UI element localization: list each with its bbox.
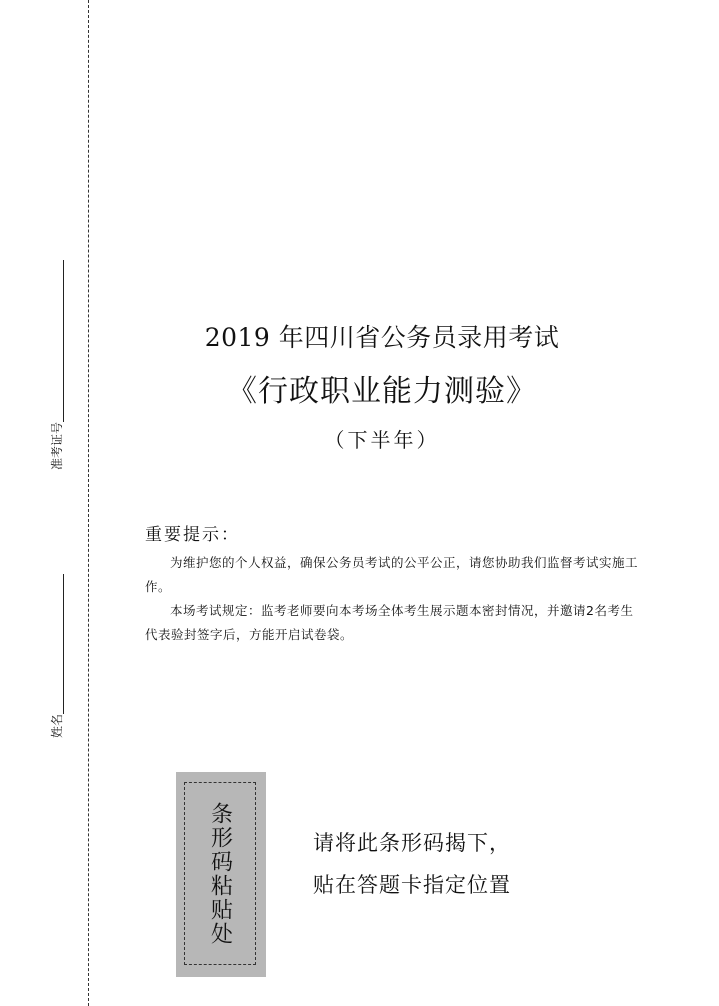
notice-paragraph: 为维护您的个人权益，确保公务员考试的公平公正，请您协助我们监督考试实施工作。	[145, 555, 639, 594]
barcode-instruction	[313, 822, 511, 906]
barcode-instruction-line: 贴在答题卡指定位置	[313, 873, 511, 897]
exam-title: 2019 年四川省公务员录用考试	[204, 323, 560, 352]
barcode-dashed-frame	[184, 782, 256, 965]
exam-session: （下半年）	[324, 428, 440, 452]
notice-paragraph: 本场考试规定：监考老师要向本考场全体考生展示题本密封情况，并邀请2名考生代表验封签字后，方能开启试卷袋。	[145, 603, 634, 642]
binding-dashed-line	[88, 0, 89, 1006]
notice-heading: 重要提示：	[145, 525, 240, 545]
name-label: 姓名	[50, 713, 64, 738]
name-field	[50, 574, 64, 738]
barcode-label: 条形码粘贴处	[207, 801, 233, 946]
barcode-sticker-area	[176, 772, 266, 977]
important-notice	[145, 520, 645, 647]
barcode-instruction-line: 请将此条形码揭下，	[313, 831, 511, 855]
admission-number-label: 准考证号	[50, 421, 64, 470]
name-blank[interactable]	[50, 574, 64, 714]
exam-subject: 《行政职业能力测验》	[227, 374, 537, 409]
